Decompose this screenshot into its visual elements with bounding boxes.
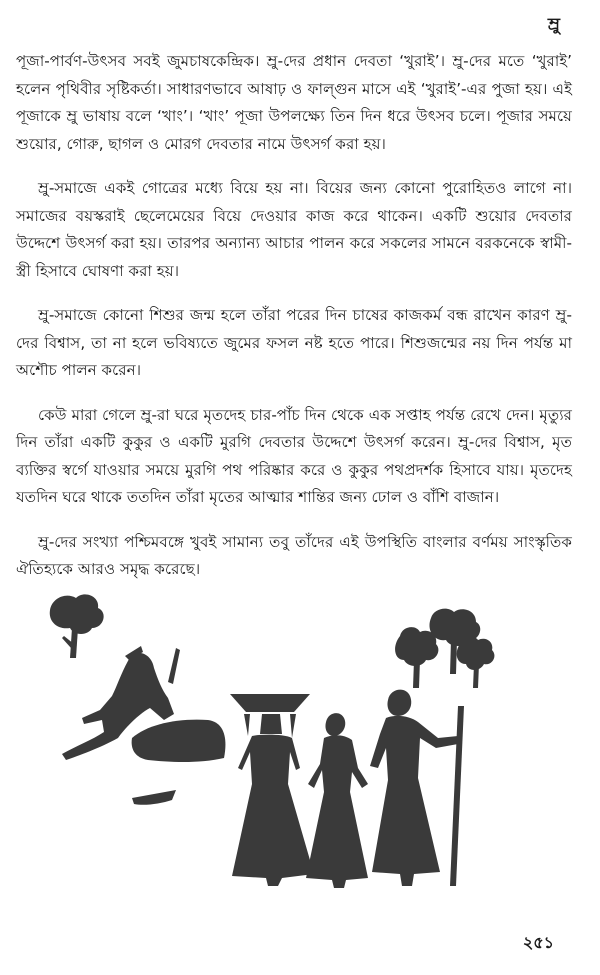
paragraph-birth: ম্রু-সমাজে কোনো শিশুর জন্ম হলে তাঁরা পরের দিন চাষের কাজকর্ম বন্ধ রাখেন কারণ ম্রু-দের বিশ্বাস, তা না হলে ভবিষ্যতে জুমের ফসল নষ্ট হতে পারে। শিশুজন্মের নয় দিন পর্যন্ত মা অশৌচ পালন করেন। (16, 306, 572, 379)
body-text (16, 48, 572, 601)
paragraph-conclusion: ম্রু-দের সংখ্যা পশ্চিমবঙ্গে খুবই সামান্য তবু তাঁদের এই উপস্থিতি বাংলার বর্ণময় সাংস্কৃতিক ঐতিহ্যকে আরও সমৃদ্ধ করেছে। (16, 532, 572, 578)
paragraph-death: কেউ মারা গেলে ম্রু-রা ঘরে মৃতদেহ চার-পাঁচ দিন থেকে এক সপ্তাহ পর্যন্ত রেখে দেন। মৃত্যুর দিন তাঁরা একটি কুকুর ও একটি মুরগি দেবতার উদ্দেশে উৎসর্গ করেন। ম্রু-দের বিশ্বাস, মৃত ব্যক্তির স্বর্গে যাওয়ার সময়ে মুরগি পথ পরিষ্কার করে ও কুকুর পথপ্রদর্শক হিসাবে যায়। মৃতদেহ যতদিন ঘরে থাকে ততদিন তাঁরা মৃতের আত্মার শান্তির জন্য ঢোল ও বাঁশি বাজান। (16, 405, 572, 506)
reclining-figure (62, 646, 225, 805)
trees-right (395, 609, 494, 688)
tree-left (50, 594, 104, 658)
paragraph-worship: পূজা-পার্বণ-উৎসব সবই জুমচাষকেন্দ্রিক। ম্রু-দের প্রধান দেবতা ‘খুরাই’। ম্রু-দের মতে ‘খুরাই’ হলেন পৃথিবীর সৃষ্টিকর্তা। সাধারণভাবে আষাঢ় ও ফাল্গুন মাসে এই ‘খুরাই’-এর পুজা হয়। এই পূজাকে ম্রু ভাষায় বলে ‘খাং’। ‘খাং’ পূজা উপলক্ষ্যে তিন দিন ধরে উৎসব চলে। পূজার সময়ে শুয়োর, গোরু, ছাগল ও মোরগ দেবতার নামে উৎসর্গ করা হয়। (16, 52, 572, 153)
woman-carrying-basket (230, 694, 314, 886)
paragraph-marriage: ম্রু-সমাজে একই গোত্রের মধ্যে বিয়ে হয় না। বিয়ের জন্য কোনো পুরোহিতও লাগে না। সমাজের বয়স্করাই ছেলেমেয়ের বিয়ে দেওয়ার কাজ করে থাকেন। একটি শুয়োর দেবতার উদ্দেশে উৎসর্গ করা হয়। তারপর অন্যান্য আচার পালন করে সকলের সামনে বরকনেকে স্বামী-স্ত্রী হিসাবে ঘোষণা করা হয়। (16, 179, 572, 280)
folk-art-illustration (48, 588, 528, 898)
man-with-staff (370, 690, 464, 886)
running-head: ম্রু (547, 15, 560, 35)
page-number: ২৫১ (522, 933, 554, 952)
woman-middle (306, 713, 368, 888)
